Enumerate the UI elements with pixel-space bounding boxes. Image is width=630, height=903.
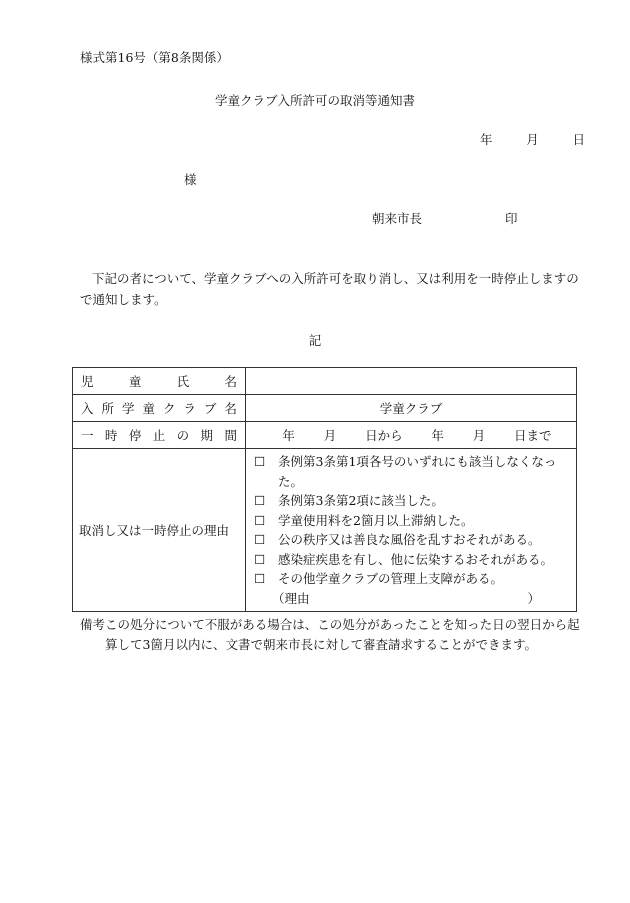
- reason-item[interactable]: [254, 491, 570, 511]
- checkbox-icon[interactable]: ☐: [254, 532, 266, 547]
- child-name-label: [73, 368, 246, 395]
- ki-heading: 記: [308, 333, 322, 348]
- reason-text: 条例第3条第1項各号のいずれにも該当しなくなった。: [278, 454, 557, 489]
- reason-item[interactable]: [254, 550, 570, 570]
- label-char: 所: [101, 401, 114, 416]
- date-month: 月: [526, 132, 539, 147]
- other-reason-open: （理由: [272, 590, 310, 606]
- reason-list: [246, 449, 577, 612]
- label-char: ラ: [183, 401, 196, 416]
- label-char: の: [176, 428, 190, 443]
- label-char: 児: [81, 374, 94, 389]
- period-end-month: 月: [472, 428, 486, 443]
- reason-item[interactable]: [254, 452, 570, 491]
- notice-table: [72, 367, 577, 612]
- table-row-period: [73, 422, 577, 449]
- addressee-suffix: 様: [184, 172, 197, 187]
- label-char: ブ: [203, 401, 217, 416]
- reason-text: 学童使用料を2箇月以上滞納した。: [278, 512, 474, 528]
- reason-text: 公の秩序又は善良な風俗を乱すおそれがある。: [278, 532, 541, 547]
- child-name-value: [246, 368, 577, 395]
- checkbox-icon[interactable]: ☐: [254, 571, 266, 586]
- label-char: 氏: [176, 374, 190, 389]
- issuer: 朝来市長: [372, 211, 423, 226]
- reason-text: 条例第3条第2項に該当した。: [278, 493, 444, 508]
- club-label: [73, 395, 246, 422]
- table-row-club: [73, 395, 577, 422]
- period-start-day: 日から: [365, 428, 403, 443]
- seal-mark: 印: [505, 211, 518, 226]
- document-title: 学童クラブ入所許可の取消等通知書: [214, 93, 415, 108]
- label-char: 期: [200, 428, 214, 443]
- label-char: 停: [128, 428, 142, 443]
- label-char: 名: [224, 401, 237, 416]
- reason-item[interactable]: [254, 569, 570, 589]
- table-row-child-name: [73, 368, 577, 395]
- checkbox-icon[interactable]: ☐: [254, 512, 266, 528]
- other-reason-line: [254, 589, 570, 609]
- label-char: ク: [162, 401, 176, 416]
- table-row-reasons: [73, 449, 577, 612]
- form-number: 様式第16号（第8条関係）: [80, 50, 229, 65]
- reason-label: 取消し又は一時停止の理由: [73, 449, 246, 612]
- label-char: 名: [224, 374, 237, 389]
- period-start-month: 月: [323, 428, 337, 443]
- label-char: 童: [142, 401, 155, 416]
- remarks-text: この処分について不服がある場合は、この処分があったことを知った日の翌日から起算して3箇月以内に、文書で朝来市長に対して審査請求することができます。: [105, 617, 580, 652]
- label-char: 学: [121, 401, 135, 416]
- label-char: 童: [128, 374, 142, 389]
- reason-item[interactable]: [254, 511, 570, 531]
- other-reason-close: ）: [527, 590, 540, 606]
- remarks-label: 備考: [80, 617, 106, 632]
- checkbox-icon[interactable]: ☐: [254, 493, 266, 508]
- period-label: [73, 422, 246, 449]
- period-value: [246, 422, 577, 449]
- notice-text: 下記の者について、学童クラブへの入所許可を取り消し、又は利用を一時停止しますので通知します。: [80, 271, 579, 307]
- reason-text: 感染症疾患を有し、他に伝染するおそれがある。: [278, 551, 554, 567]
- checkbox-icon[interactable]: ☐: [254, 454, 266, 469]
- date-year: 年: [480, 132, 493, 147]
- date-day: 日: [572, 132, 585, 147]
- label-char: 入: [81, 401, 94, 416]
- label-char: 間: [224, 428, 237, 443]
- reason-text: その他学童クラブの管理上支障がある。: [278, 571, 504, 586]
- club-value: 学童クラブ: [246, 395, 577, 422]
- period-end-year: 年: [431, 428, 444, 443]
- remarks: [80, 615, 585, 655]
- period-start-year: 年: [282, 428, 295, 443]
- reason-item[interactable]: [254, 530, 570, 550]
- date-line: [480, 130, 585, 148]
- label-char: 一: [81, 428, 94, 443]
- label-char: 止: [152, 428, 166, 443]
- label-char: 時: [104, 428, 118, 443]
- checkbox-icon[interactable]: ☐: [254, 551, 266, 567]
- period-end-day: 日まで: [514, 428, 552, 443]
